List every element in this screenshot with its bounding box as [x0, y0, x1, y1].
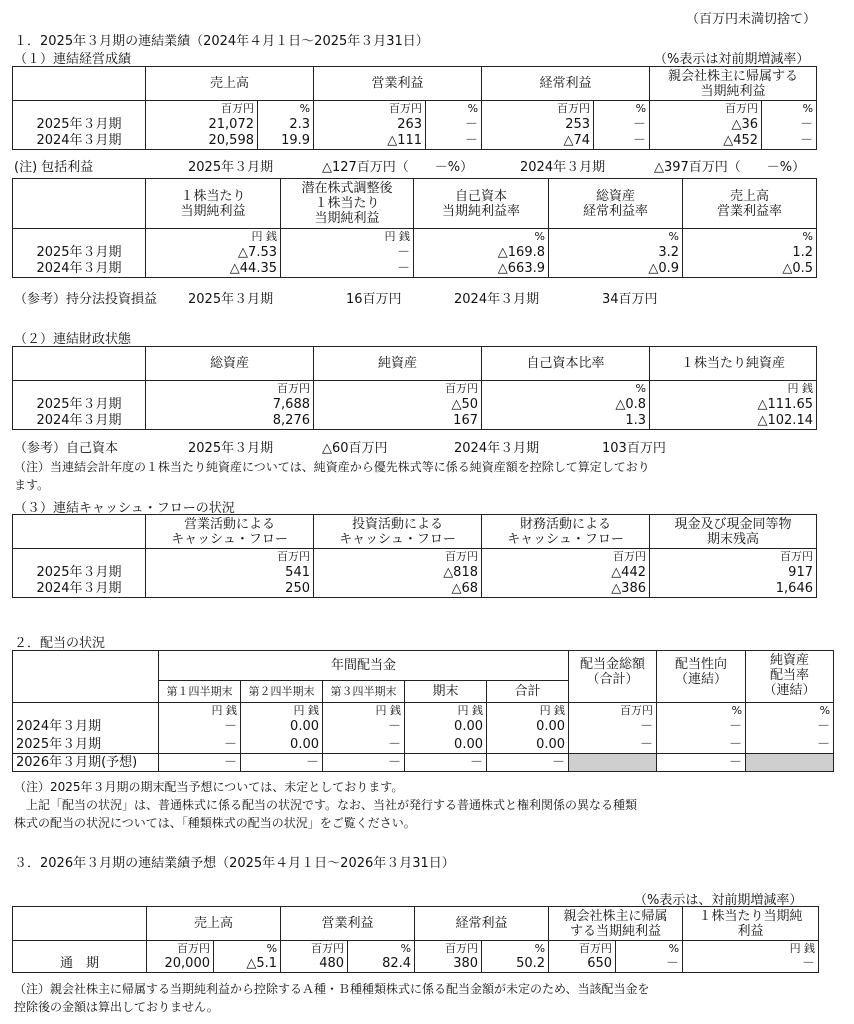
forecast-percent-note: （%表示は、対前期増減率） [634, 893, 803, 908]
value-cell: 0.00 [487, 718, 569, 736]
equity-method-2025-label: 2025年３月期 [188, 292, 274, 307]
value-cell: － [241, 754, 323, 772]
financial-position-table [12, 346, 817, 430]
header-operating-margin: 売上高 営業利益率 [683, 179, 817, 229]
value-cell: － [762, 116, 817, 133]
value-cell: － [569, 718, 657, 736]
value-cell: 380 [415, 956, 482, 973]
value-cell: 650 [549, 956, 616, 973]
unit-cell: 円 銭 [146, 229, 281, 244]
value-cell: 0.00 [405, 718, 487, 736]
unit-cell: 百万円 [569, 703, 657, 718]
unit-blank [13, 229, 146, 244]
value-cell: 0.00 [405, 736, 487, 754]
unit-cell: 円 銭 [159, 703, 241, 718]
value-cell: － [323, 718, 405, 736]
header-diluted-eps: 潜在株式調整後 １株当たり 当期純利益 [281, 179, 414, 229]
section1-title: １．2025年３月期の連結業績（2024年４月１日～2025年３月31日） [14, 34, 429, 49]
unit-cell: 百万円 [314, 381, 482, 396]
value-cell: 250 [146, 581, 314, 598]
operating-results-table [12, 66, 817, 150]
value-cell: 167 [314, 413, 482, 430]
header-blank [13, 907, 147, 941]
value-cell: △74 [482, 133, 594, 150]
unit-blank [13, 381, 146, 396]
row-label: 2025年３月期 [13, 396, 146, 413]
comprehensive-income-2025-value: △127百万円（ －%） [322, 160, 474, 175]
value-cell: △5.1 [214, 956, 281, 973]
value-cell: △7.53 [146, 244, 281, 261]
value-cell: 0.00 [241, 736, 323, 754]
header-q2-end: 第２四半期末 [241, 681, 323, 703]
unit-cell: 円 銭 [241, 703, 323, 718]
value-cell: △36 [650, 116, 762, 133]
row-label: 2024年３月期 [13, 133, 146, 150]
value-cell: 50.2 [482, 956, 549, 973]
forecast-footnote-line1: （注）親会社株主に帰属する当期純利益から控除するＡ種・Ｂ種種類株式に係る配当金額が未定のため、当該配当金を [14, 982, 650, 996]
value-cell: － [426, 133, 482, 150]
value-cell: － [159, 736, 241, 754]
header-blank [13, 347, 146, 381]
unit-cell: % [683, 229, 817, 244]
unit-cell: 百万円 [314, 549, 482, 564]
header-roe: 自己資本 当期純利益率 [414, 179, 549, 229]
unit-cell: 百万円 [650, 549, 817, 564]
value-cell: － [594, 133, 650, 150]
unit-cell: 円 銭 [323, 703, 405, 718]
value-cell: △386 [482, 581, 650, 598]
value-cell: △663.9 [414, 261, 549, 278]
own-capital-2025-value: △60百万円 [322, 441, 388, 456]
header-blank [13, 651, 159, 703]
value-cell: △169.8 [414, 244, 549, 261]
comprehensive-income-2024-value: △397百万円（ －%） [654, 160, 806, 175]
section2-title: ２．配当の状況 [14, 636, 106, 651]
unit-cell: % [482, 941, 549, 956]
value-cell: 3.2 [549, 244, 683, 261]
unit-cell: 円 銭 [281, 229, 414, 244]
value-cell: 1,646 [650, 581, 817, 598]
section3-title: ３．2026年３月期の連結業績予想（2025年４月１日～2026年３月31日） [14, 856, 455, 871]
header-blank [13, 179, 146, 229]
header-dividend-on-net-assets: 純資産 配当率 （連結） [746, 651, 834, 703]
row-label: 2024年３月期 [13, 261, 146, 278]
unit-cell: % [762, 101, 817, 116]
subsection-operating-results-title: （１）連結経営成績 [14, 52, 132, 67]
value-cell: － [569, 736, 657, 754]
header-payout-ratio: 配当性向 （連結） [657, 651, 746, 703]
unit-cell: 百万円 [147, 941, 214, 956]
value-cell: － [323, 736, 405, 754]
value-cell: △44.35 [146, 261, 281, 278]
value-cell: 253 [482, 116, 594, 133]
value-cell: － [594, 116, 650, 133]
unit-note: （百万円未満切捨て） [686, 12, 817, 27]
unit-cell: % [214, 941, 281, 956]
dividend-note-line1: （注）2025年３月期の期末配当予想については、未定としております。 [14, 780, 404, 794]
value-cell: 480 [281, 956, 348, 973]
equity-method-2024-value: 34百万円 [602, 292, 658, 307]
value-cell: △452 [650, 133, 762, 150]
header-operating-profit: 営業利益 [314, 67, 482, 101]
net-assets-note-line2: ます。 [14, 478, 50, 492]
header-eps: １株当たり当期純 利益 [683, 907, 819, 941]
subsection-cash-flow-title: （３）連結キャッシュ・フローの状況 [14, 501, 235, 516]
comprehensive-income-2025-label: 2025年３月期 [188, 160, 274, 175]
unit-blank [13, 941, 147, 956]
header-sales: 売上高 [147, 907, 281, 941]
own-capital-2025-label: 2025年３月期 [188, 441, 274, 456]
value-cell: 21,072 [146, 116, 258, 133]
row-label: 2024年３月期 [13, 718, 159, 736]
shaded-cell [569, 754, 657, 772]
row-label: 2026年３月期(予想) [13, 754, 159, 772]
header-eps: １株当たり 当期純利益 [146, 179, 281, 229]
value-cell: － [657, 754, 746, 772]
row-label: 2024年３月期 [13, 413, 146, 430]
header-ordinary-profit: 経常利益 [415, 907, 549, 941]
value-cell: 917 [650, 564, 817, 581]
unit-cell: 円 銭 [487, 703, 569, 718]
unit-cell: 百万円 [650, 101, 762, 116]
unit-cell: % [549, 229, 683, 244]
value-cell: 19.9 [258, 133, 314, 150]
value-cell: － [746, 736, 834, 754]
unit-cell: 百万円 [415, 941, 482, 956]
header-investing-cf: 投資活動による キャッシュ・フロー [314, 515, 482, 549]
unit-cell: 百万円 [482, 549, 650, 564]
cash-flow-table [12, 514, 817, 598]
unit-cell: % [657, 703, 746, 718]
equity-method-2024-label: 2024年３月期 [454, 292, 540, 307]
value-cell: － [657, 736, 746, 754]
dividends-table [12, 650, 834, 772]
unit-cell: 百万円 [482, 101, 594, 116]
value-cell: △111.65 [650, 396, 817, 413]
equity-method-label: （参考）持分法投資損益 [14, 292, 158, 307]
value-cell: － [683, 956, 819, 973]
value-cell: △0.8 [482, 396, 650, 413]
unit-cell: % [348, 941, 415, 956]
value-cell: － [487, 754, 569, 772]
unit-blank [13, 549, 146, 564]
comprehensive-income-label: (注) 包括利益 [14, 160, 94, 175]
net-assets-note-line1: （注）当連結会計年度の１株当たり純資産については、純資産から優先株式等に係る純資産額を控除して算定しており [14, 460, 650, 474]
value-cell: 1.3 [482, 413, 650, 430]
value-cell: 8,276 [146, 413, 314, 430]
header-financing-cf: 財務活動による キャッシュ・フロー [482, 515, 650, 549]
per-share-indicators-table [12, 178, 817, 278]
header-net-income: 親会社株主に帰属 する当期純利益 [549, 907, 683, 941]
value-cell: △102.14 [650, 413, 817, 430]
unit-cell: % [746, 703, 834, 718]
value-cell: △111 [314, 133, 426, 150]
header-year-end: 期末 [405, 681, 487, 703]
header-q3-end: 第３四半期末 [323, 681, 405, 703]
value-cell: － [159, 754, 241, 772]
row-label: 2025年３月期 [13, 116, 146, 133]
value-cell: － [762, 133, 817, 150]
header-q1-end: 第１四半期末 [159, 681, 241, 703]
value-cell: － [616, 956, 683, 973]
header-equity-ratio: 自己資本比率 [482, 347, 650, 381]
header-total-assets: 総資産 [146, 347, 314, 381]
unit-cell: 百万円 [281, 941, 348, 956]
value-cell: 2.3 [258, 116, 314, 133]
unit-cell: % [258, 101, 314, 116]
subsection-financial-position-title: （２）連結財政状態 [14, 332, 132, 347]
unit-cell: 百万円 [314, 101, 426, 116]
value-cell: 263 [314, 116, 426, 133]
header-bps: １株当たり純資産 [650, 347, 817, 381]
forecast-footnote-line2: 控除後の金額は算出しておりません。 [14, 1000, 219, 1014]
header-roa: 総資産 経常利益率 [549, 179, 683, 229]
header-sales: 売上高 [146, 67, 314, 101]
header-operating-cf: 営業活動による キャッシュ・フロー [146, 515, 314, 549]
shaded-cell [746, 754, 834, 772]
unit-blank [13, 101, 146, 116]
header-dividend-total: 配当金総額 （合計） [569, 651, 657, 703]
value-cell: － [426, 116, 482, 133]
unit-cell: 円 銭 [683, 941, 819, 956]
header-net-assets: 純資産 [314, 347, 482, 381]
equity-method-2025-value: 16百万円 [346, 292, 402, 307]
header-annual-dividend: 年間配当金 [159, 651, 569, 681]
percent-change-note: （%表示は対前期増減率） [654, 52, 810, 67]
value-cell: － [405, 754, 487, 772]
value-cell: － [323, 754, 405, 772]
unit-cell: 百万円 [146, 101, 258, 116]
row-label: 2025年３月期 [13, 736, 159, 754]
header-net-income: 親会社株主に帰属する 当期純利益 [650, 67, 817, 101]
dividend-note-line2: 上記「配当の状況」は、普通株式に係る配当の状況です。なお、当社が発行する普通株式と権利関係の異なる種類 [14, 798, 638, 812]
value-cell: 541 [146, 564, 314, 581]
value-cell: － [281, 261, 414, 278]
own-capital-label: （参考）自己資本 [14, 441, 119, 456]
value-cell: － [281, 244, 414, 261]
value-cell: △50 [314, 396, 482, 413]
unit-cell: % [616, 941, 683, 956]
header-ordinary-profit: 経常利益 [482, 67, 650, 101]
value-cell: 82.4 [348, 956, 415, 973]
dividend-note-line3: 株式の配当の状況については、「種類株式の配当の状況」をご覧ください。 [14, 816, 416, 830]
header-blank [13, 67, 146, 101]
value-cell: 0.00 [487, 736, 569, 754]
value-cell: 1.2 [683, 244, 817, 261]
row-label: 2025年３月期 [13, 564, 146, 581]
value-cell: － [159, 718, 241, 736]
header-operating-profit: 営業利益 [281, 907, 415, 941]
unit-cell: 円 銭 [405, 703, 487, 718]
own-capital-2024-label: 2024年３月期 [454, 441, 540, 456]
value-cell: △818 [314, 564, 482, 581]
comprehensive-income-2024-label: 2024年３月期 [520, 160, 606, 175]
unit-cell: % [594, 101, 650, 116]
unit-cell: 百万円 [146, 381, 314, 396]
own-capital-2024-value: 103百万円 [602, 441, 666, 456]
unit-cell: % [426, 101, 482, 116]
value-cell: － [746, 718, 834, 736]
unit-blank [13, 703, 159, 718]
row-label: 通 期 [13, 956, 147, 973]
unit-cell: % [482, 381, 650, 396]
value-cell: 7,688 [146, 396, 314, 413]
unit-cell: % [414, 229, 549, 244]
value-cell: △68 [314, 581, 482, 598]
header-cash-end: 現金及び現金同等物 期末残高 [650, 515, 817, 549]
forecast-table [12, 906, 819, 973]
unit-cell: 百万円 [146, 549, 314, 564]
header-blank [13, 515, 146, 549]
unit-cell: 円 銭 [650, 381, 817, 396]
value-cell: 0.00 [241, 718, 323, 736]
unit-cell: 百万円 [549, 941, 616, 956]
row-label: 2024年３月期 [13, 581, 146, 598]
value-cell: 20,598 [146, 133, 258, 150]
value-cell: △0.9 [549, 261, 683, 278]
value-cell: 20,000 [147, 956, 214, 973]
value-cell: － [657, 718, 746, 736]
value-cell: △0.5 [683, 261, 817, 278]
value-cell: △442 [482, 564, 650, 581]
row-label: 2025年３月期 [13, 244, 146, 261]
header-total: 合計 [487, 681, 569, 703]
